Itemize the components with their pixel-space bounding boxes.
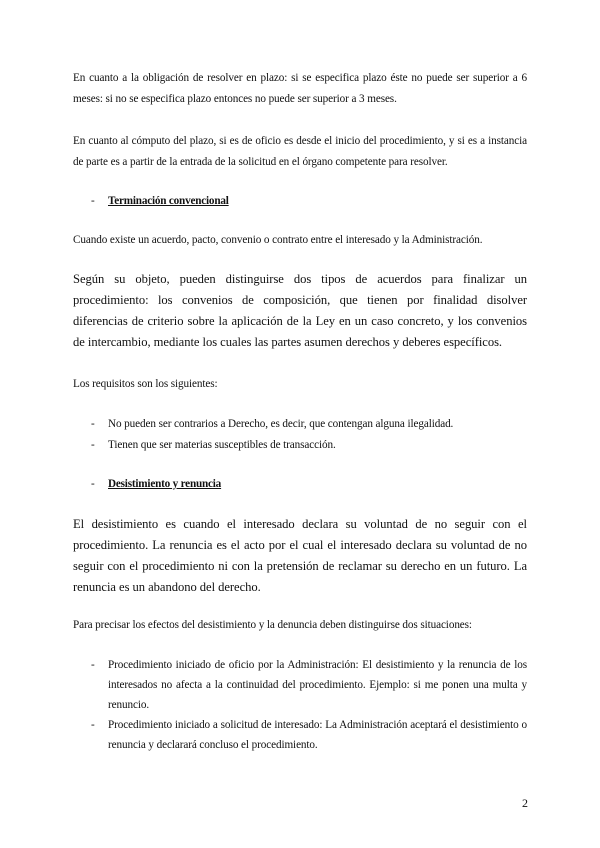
- list-item: - No pueden ser contrarios a Derecho, es decir, que contengan alguna ilegalidad.: [91, 418, 454, 430]
- list-item: - Procedimiento iniciado a solicitud de interesado: La Administración aceptará el desistimiento o renuncia y declarará concluso el procedimiento.: [91, 719, 527, 751]
- requisitos-list: [91, 414, 527, 456]
- heading-terminacion-convencional: [91, 192, 229, 210]
- list-item: - Procedimiento iniciado de oficio por la Administración: El desistimiento y la renuncia de los interesados no afecta a la continuidad del procedimiento. Ejemplo: si me ponen una multa y renuncio.: [91, 659, 527, 711]
- paragraph-efectos-intro: Para precisar los efectos del desistimiento y la denuncia deben distinguirse dos situaciones:: [73, 619, 472, 631]
- paragraph-plazo-resolver: En cuanto a la obligación de resolver en plazo: si se especifica plazo éste no puede ser superior a 6 meses: si no se especifica plazo entonces no puede ser superior a 3 meses.: [73, 72, 527, 105]
- paragraph-computo-plazo: En cuanto al cómputo del plazo, si es de oficio es desde el inicio del procedimiento, y si es a instancia de parte es a partir de la entrada de la solicitud en el órgano competente para resolver.: [73, 135, 527, 168]
- heading-dash: -: [91, 478, 95, 490]
- heading-dash: -: [91, 195, 95, 207]
- paragraph-requisitos-intro: Los requisitos son los siguientes:: [73, 378, 218, 390]
- page-number: 2: [522, 796, 528, 810]
- heading-title: Terminación convencional: [108, 195, 229, 207]
- paragraph-desistimiento: El desistimiento es cuando el interesado declara su voluntad de no seguir con el procedimiento. La renuncia es el acto por el cual el interesado declara su voluntad de no seguir con el procedimiento ni con la pretensión de reclamar su derecho en un futuro. La renuncia es un abandono del derecho.: [73, 517, 527, 594]
- paragraph-acuerdo: Cuando existe un acuerdo, pacto, convenio o contrato entre el interesado y la Administración.: [73, 234, 483, 246]
- list-item: - Tienen que ser materias susceptibles de transacción.: [91, 439, 336, 451]
- paragraph-tipos-acuerdos: Según su objeto, pueden distinguirse dos tipos de acuerdos para finalizar un procedimiento: los convenios de composición, que tienen por finalidad disolver diferencias de criterio sobre la aplicación de la Ley en un caso concreto, y los convenios de intercambio, mediante los cuales las partes asumen derechos y deberes específicos.: [73, 272, 527, 349]
- heading-desistimiento-renuncia: [91, 475, 221, 493]
- heading-title: Desistimiento y renuncia: [108, 478, 222, 490]
- situaciones-list: [91, 655, 527, 755]
